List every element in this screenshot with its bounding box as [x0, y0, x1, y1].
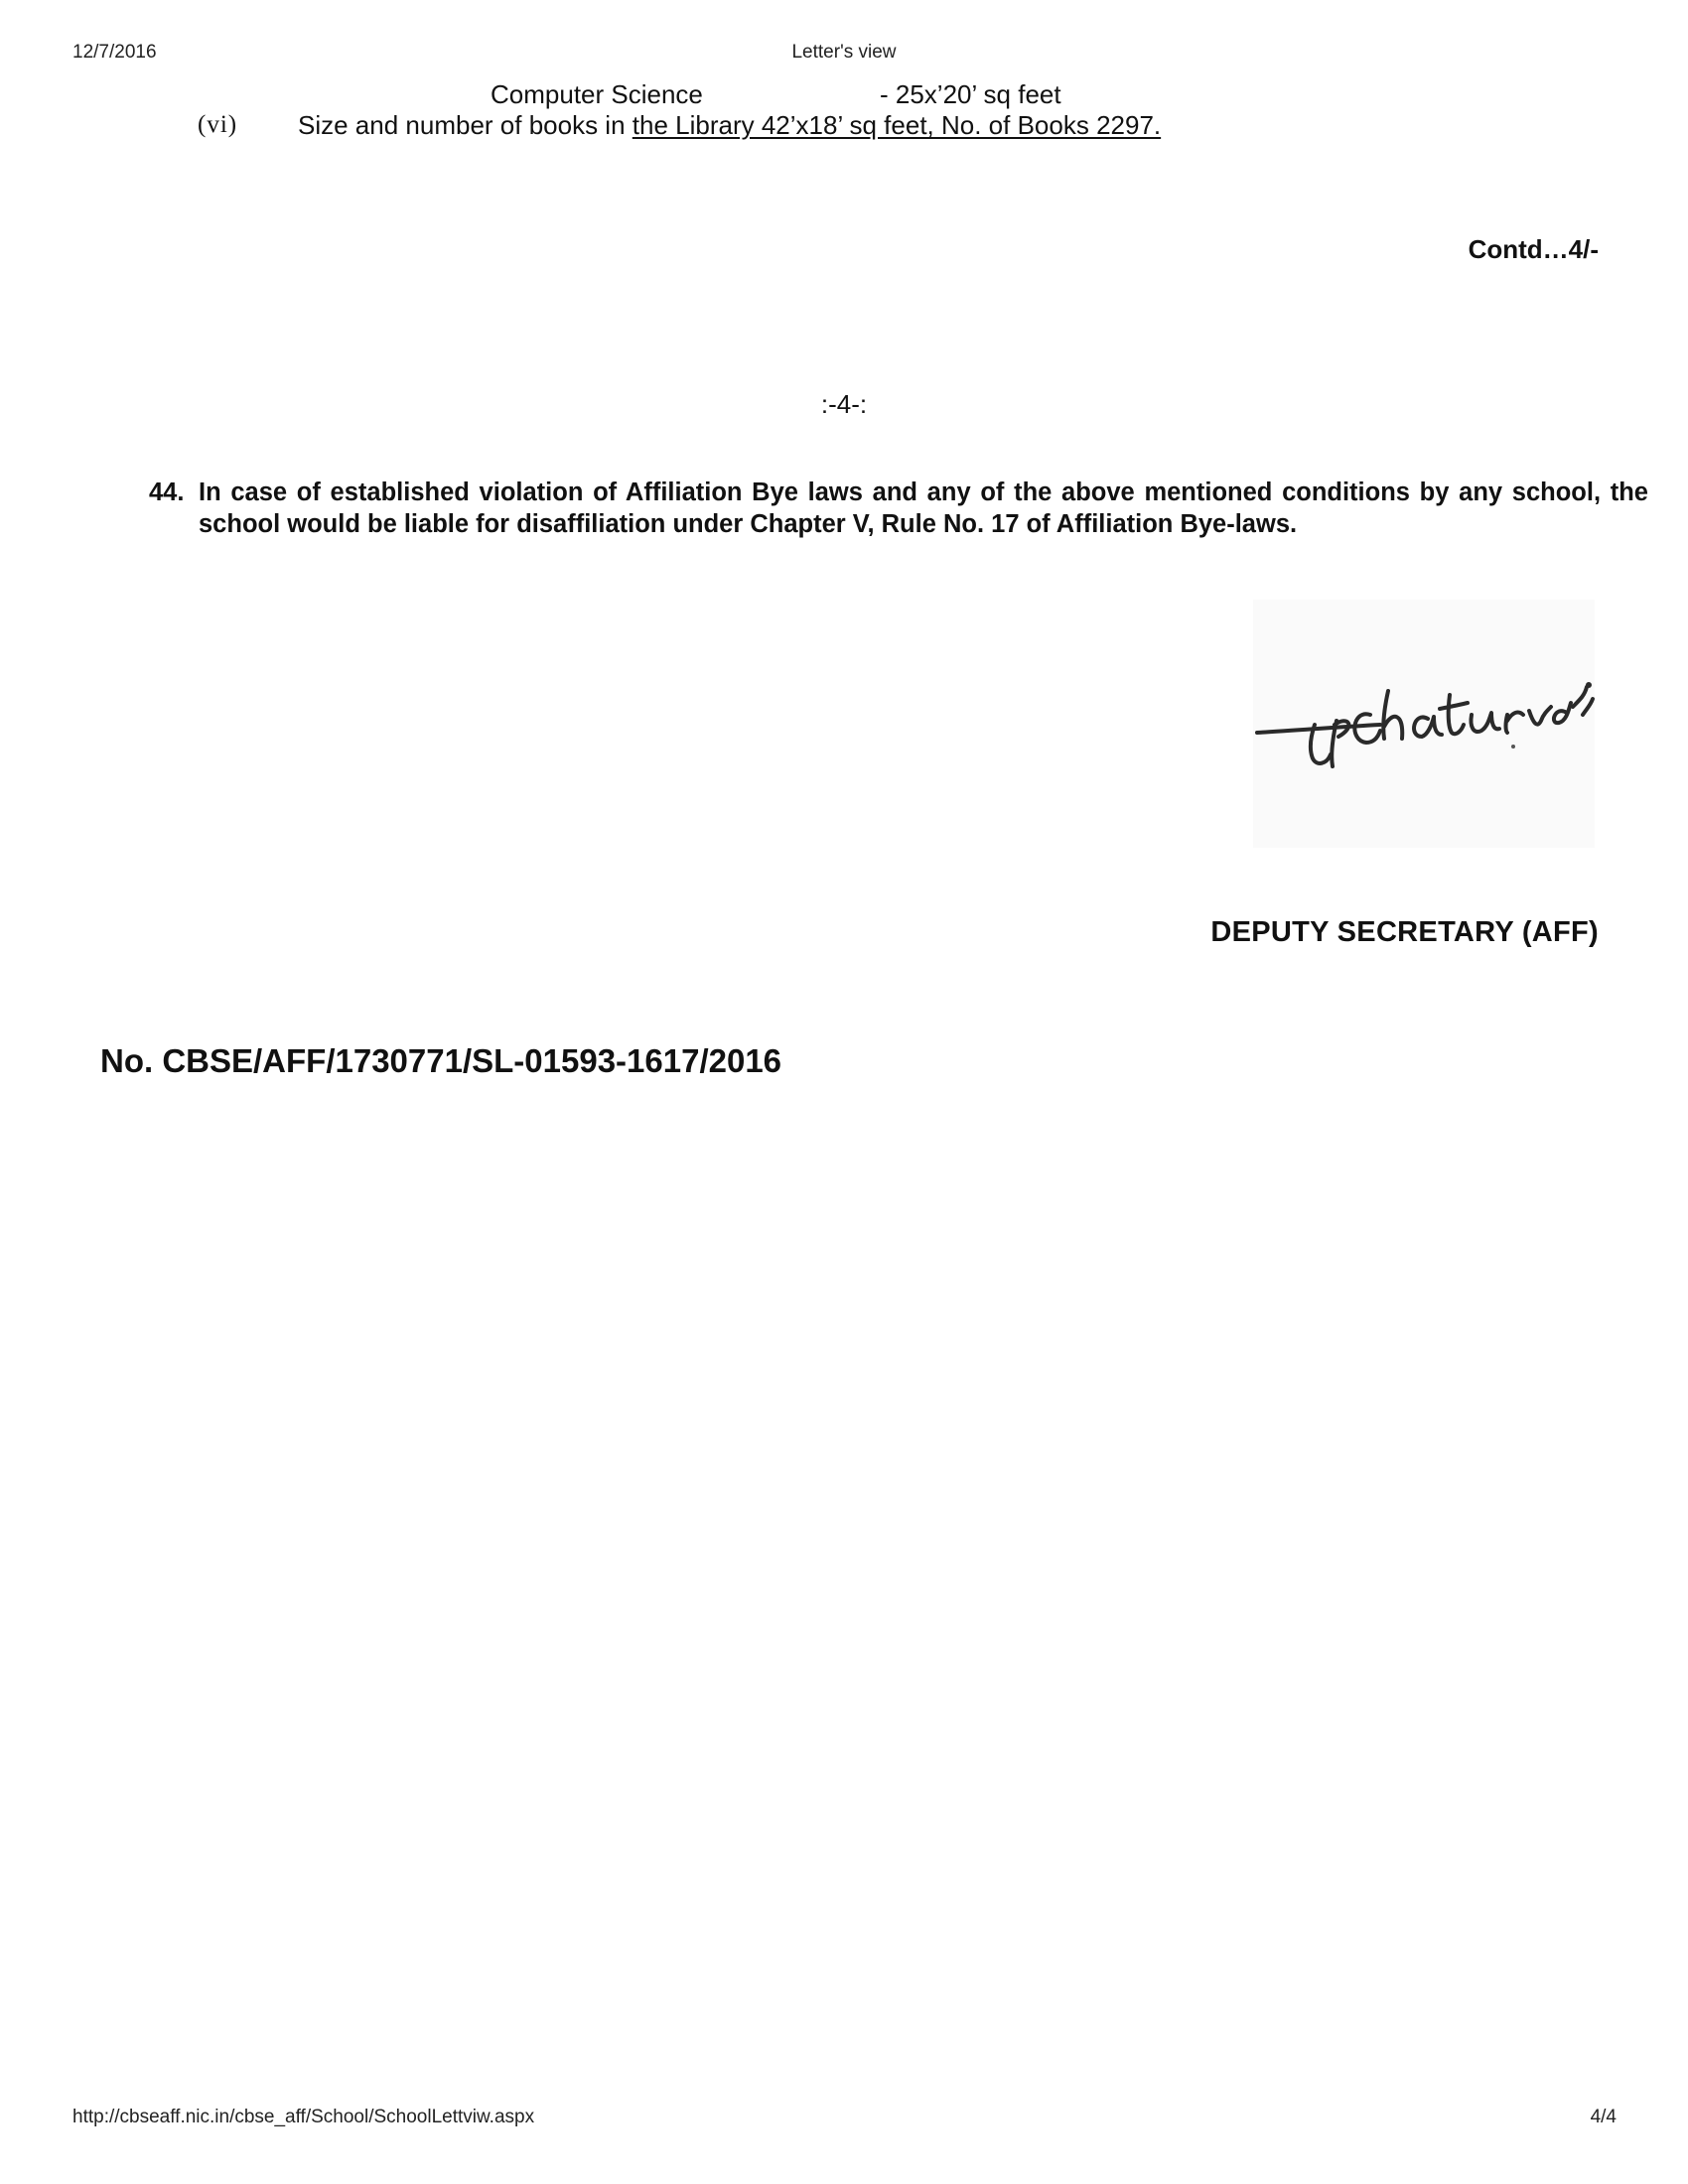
print-header-title: Letter's view	[791, 42, 897, 63]
print-header-date: 12/7/2016	[72, 42, 157, 63]
item-vi-line	[298, 110, 1161, 141]
page-marker: :-4-:	[820, 389, 868, 419]
reference-number: No. CBSE/AFF/1730771/SL-01593-1617/2016	[100, 1042, 782, 1079]
computer-science-label: Computer Science	[491, 79, 703, 109]
library-details: the Library 42’x18’ sq feet, No. of Books 2297.	[632, 110, 1162, 140]
computer-science-size: - 25x’20’ sq feet	[880, 79, 1061, 109]
designation: DEPUTY SECRETARY (AFF)	[1210, 916, 1599, 948]
print-footer-page-number: 4/4	[1590, 2107, 1617, 2127]
clause-44	[149, 477, 1648, 540]
item-vi-text: Size and number of books in	[298, 110, 626, 140]
signature-scribble	[1253, 600, 1595, 848]
signature-image	[1253, 600, 1595, 848]
print-footer-url: http://cbseaff.nic.in/cbse_aff/School/SchoolLettviw.aspx	[72, 2107, 535, 2127]
continuation-note: Contd…4/-	[1468, 234, 1599, 264]
item-vi-number: (vi)	[198, 111, 238, 138]
clause-text: In case of established violation of Affiliation Bye laws and any of the above mentioned conditions by any school, the school would be liable for disaffiliation under Chapter V, Rule No. 17 of Affiliation Bye-laws.	[199, 478, 1648, 538]
clause-number: 44.	[149, 478, 185, 506]
